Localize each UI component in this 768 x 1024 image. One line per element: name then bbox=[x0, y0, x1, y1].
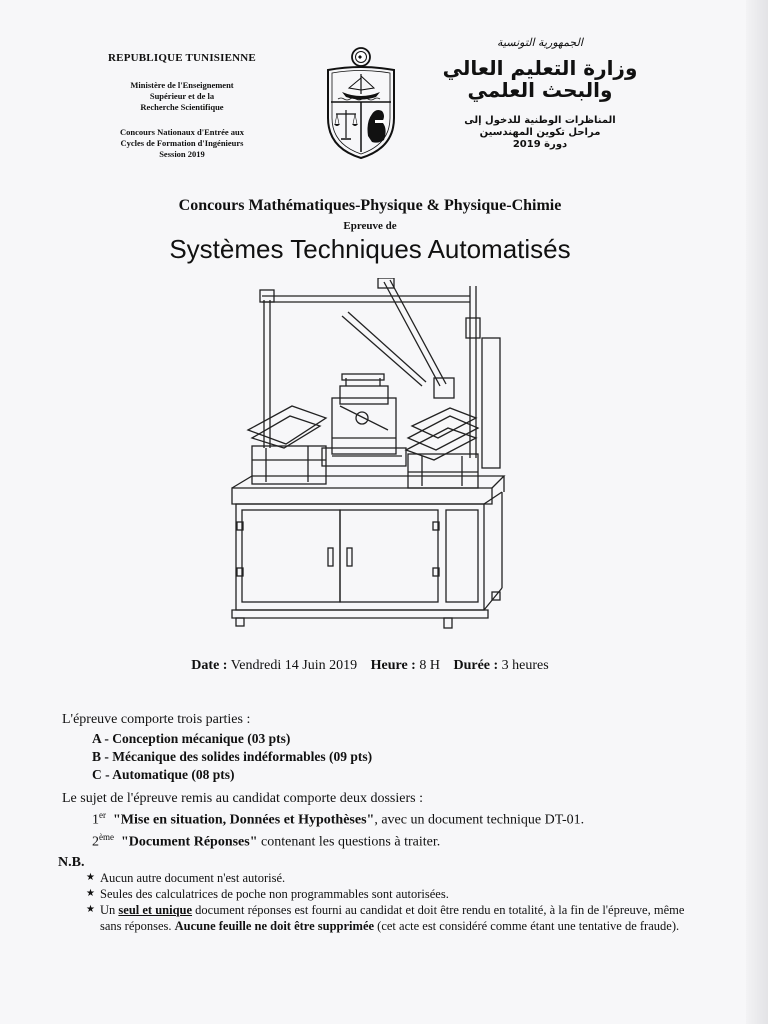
star-bullet-icon: ★ bbox=[86, 872, 95, 883]
note-text: (cet acte est considéré comme étant une tentative de fraude). bbox=[374, 919, 680, 933]
heure-value: 8 H bbox=[419, 658, 440, 673]
dossier-ordinal: ème bbox=[99, 832, 114, 842]
note-text: Un bbox=[100, 903, 119, 917]
dossier-title: "Mise en situation, Données et Hypothèses" bbox=[113, 812, 375, 828]
session-arabic: دورة 2019 bbox=[512, 139, 568, 150]
dossiers-intro: Le sujet de l'épreuve remis au candidat comporte deux dossiers : bbox=[62, 791, 423, 806]
ministry-block-arabic bbox=[440, 57, 640, 101]
dossier-number: 2 bbox=[92, 834, 99, 850]
note-text: document réponses est fourni au candidat et doit être rendu en totalité, à la fin de l'épreuve, même sans réponses. bbox=[100, 903, 685, 933]
concours-block-arabic bbox=[440, 115, 640, 151]
note-text: Aucun autre document n'est autorisé. bbox=[100, 871, 286, 885]
part-item: C - Automatique (08 pts) bbox=[92, 767, 235, 782]
dossier-item bbox=[92, 832, 440, 851]
republic-title: REPUBLIQUE TUNISIENNE bbox=[108, 52, 256, 64]
dossier-number: 1 bbox=[92, 812, 99, 828]
tunisia-coat-of-arms-icon bbox=[318, 44, 404, 162]
parts-intro: L'épreuve comporte trois parties : bbox=[62, 712, 251, 727]
dossier-title: "Document Réponses" bbox=[121, 834, 258, 850]
note-text: Seules des calculatrices de poche non programmables sont autorisées. bbox=[100, 887, 449, 901]
ministry-line-arabic: وزارة التعليم العالي bbox=[442, 56, 638, 80]
ministry-line: Ministère de l'Enseignement bbox=[130, 80, 234, 90]
note-item bbox=[86, 902, 686, 934]
part-item: B - Mécanique des solides indéformables (09 pts) bbox=[92, 749, 373, 764]
parts-list bbox=[92, 730, 372, 784]
automated-system-illustration bbox=[212, 278, 522, 648]
note-item bbox=[86, 870, 686, 886]
part-item: A - Conception mécanique (03 pts) bbox=[92, 731, 291, 746]
nb-label: N.B. bbox=[58, 855, 85, 870]
dossier-description: contenant les questions à traiter. bbox=[257, 834, 441, 850]
dossier-description: , avec un document technique DT-01. bbox=[374, 812, 585, 828]
date-label: Date : bbox=[191, 658, 228, 673]
concours-line-arabic: مراحل تكوين المهندسين bbox=[479, 127, 601, 138]
epreuve-de-label: Epreuve de bbox=[343, 220, 397, 232]
concours-line: Cycles de Formation d'Ingénieurs bbox=[120, 138, 244, 148]
notes-list bbox=[86, 870, 686, 934]
duree-label: Durée : bbox=[453, 658, 499, 673]
subject-title: Systèmes Techniques Automatisés bbox=[169, 234, 571, 264]
concours-title: Concours Mathématiques-Physique & Physique-Chimie bbox=[178, 197, 562, 214]
ministry-block bbox=[92, 80, 272, 113]
ministry-line-arabic: والبحث العلمي bbox=[467, 78, 613, 102]
duree-value: 3 heures bbox=[501, 658, 549, 673]
header-left bbox=[92, 52, 272, 160]
note-item bbox=[86, 886, 686, 902]
ministry-line: Supérieur et de la bbox=[149, 91, 215, 101]
header-right-arabic bbox=[440, 36, 640, 151]
ministry-line: Recherche Scientifique bbox=[140, 102, 224, 112]
republic-title-arabic: الجمهورية التونسية bbox=[497, 36, 583, 49]
page-edge bbox=[746, 0, 768, 1024]
note-emphasis: seul et unique bbox=[118, 903, 193, 917]
concours-line-arabic: المناظرات الوطنية للدخول إلى bbox=[464, 115, 616, 126]
star-bullet-icon: ★ bbox=[86, 904, 95, 915]
dossier-ordinal: er bbox=[99, 810, 106, 820]
dossier-item bbox=[92, 810, 584, 829]
concours-national-block bbox=[92, 127, 272, 160]
date-value: Vendredi 14 Juin 2019 bbox=[230, 658, 358, 673]
note-warning: Aucune feuille ne doit être supprimée bbox=[174, 919, 375, 933]
concours-line: Concours Nationaux d'Entrée aux bbox=[120, 127, 244, 137]
concours-line: Session 2019 bbox=[159, 149, 205, 159]
exam-date-line bbox=[0, 658, 740, 674]
star-bullet-icon: ★ bbox=[86, 888, 95, 899]
heure-label: Heure : bbox=[370, 658, 416, 673]
